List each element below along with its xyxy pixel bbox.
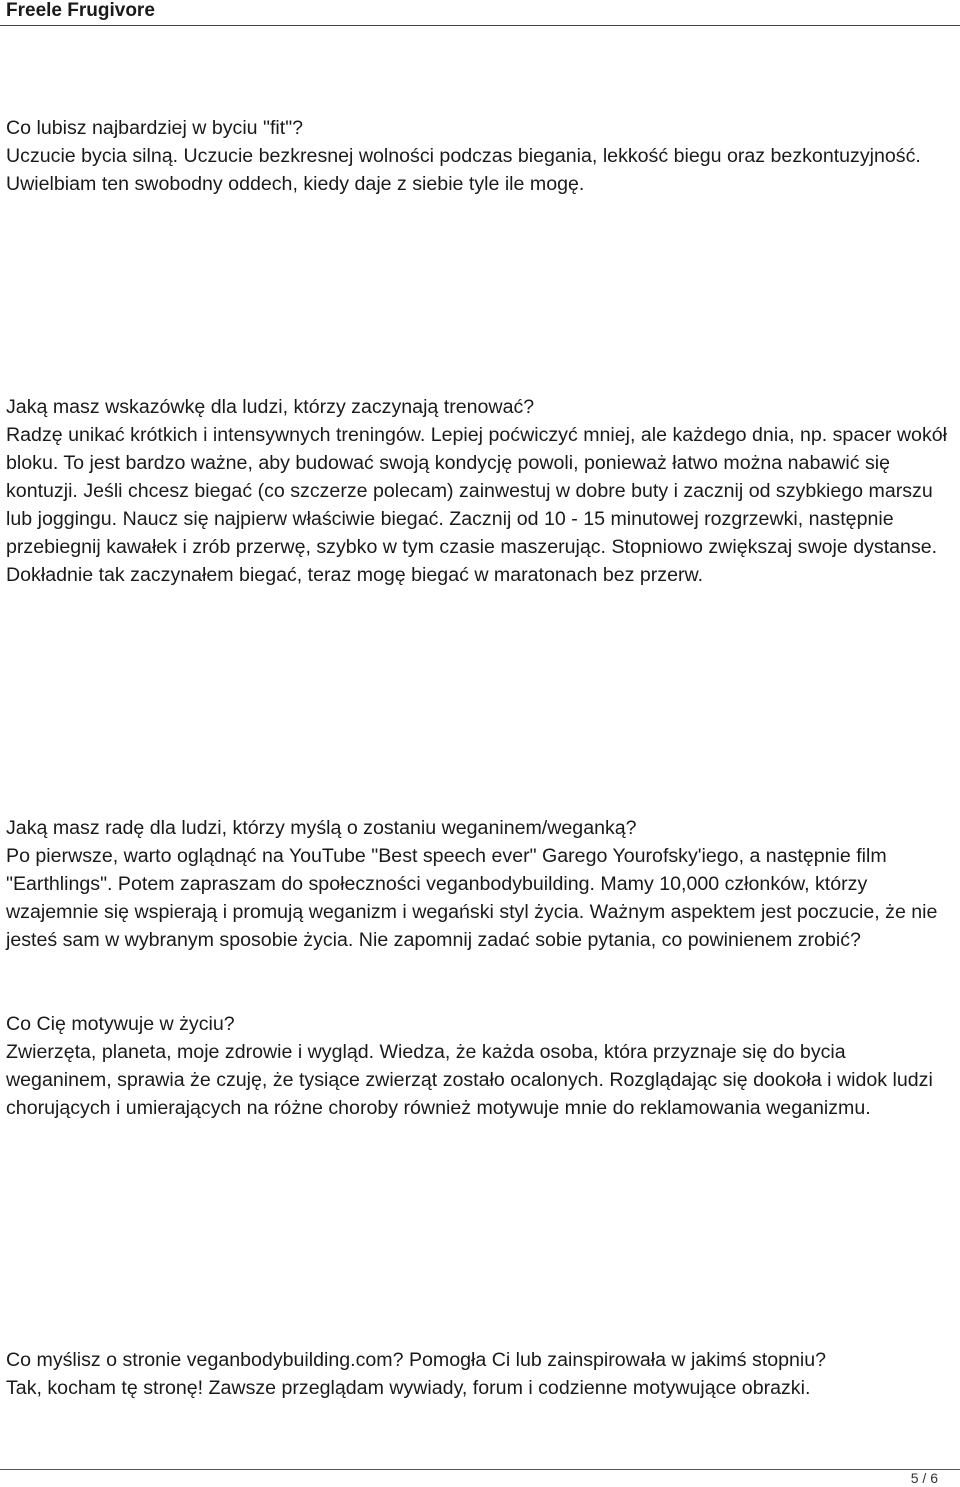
qa-section (6, 1010, 956, 1122)
qa-section (6, 114, 956, 198)
question-text: Co lubisz najbardziej w byciu "fit"? (6, 117, 304, 139)
answer-text: Tak, kocham tę stronę! Zawsze przeglądam wywiady, forum i codzienne motywujące obrazki. (6, 1377, 811, 1399)
answer-text: Radzę unikać krótkich i intensywnych treningów. Lepiej poćwiczyć mniej, ale każdego dnia, np. spacer wokół bloku. To jest bardzo ważne, aby budować swoją kondycję powoli, ponieważ łatwo można nabawić się kontuzji. Jeśli chcesz biegać (co szczerze polecam) zainwestuj w dobre buty i zacznij od szybkiego marszu lub joggingu. Naucz się najpierw właściwie biegać. Zacznij od 10 - 15 minutowej rozgrzewki, następnie przebiegnij kawałek i zrób przerwę, szybko w tym czasie maszerując. Stopniowo zwiększaj swoje dystanse. Dokładnie tak zaczynałem biegać, teraz mogę biegać w maratonach bez przerw. (6, 424, 947, 586)
qa-section (6, 814, 956, 954)
question-text: Jaką masz wskazówkę dla ludzi, którzy zaczynają trenować? (6, 396, 535, 418)
question-text: Co Cię motywuje w życiu? (6, 1013, 235, 1035)
header-divider (0, 25, 960, 26)
answer-text: Uczucie bycia silną. Uczucie bezkresnej wolności podczas biegania, lekkość biegu oraz bezkontuzyjność. Uwielbiam ten swobodny oddech, kiedy daje z siebie tyle ile mogę. (6, 145, 921, 195)
answer-text: Po pierwsze, warto oglądnąć na YouTube "Best speech ever" Garego Yourofsky'iego, a następnie film "Earthlings". Potem zapraszam do społeczności veganbodybuilding. Mamy 10,000 członków, którzy wzajemnie się wspierają i promują weganizm i wegański styl życia. Ważnym aspektem jest poczucie, że nie jesteś sam w wybranym sposobie życia. Nie zapomnij zadać sobie pytania, co powinienem zrobić? (6, 845, 938, 951)
document-header-title: Freele Frugivore (6, 0, 155, 21)
question-text: Co myślisz o stronie veganbodybuilding.com? Pomogła Ci lub zainspirowała w jakimś stopniu? (6, 1349, 827, 1371)
question-text: Jaką masz radę dla ludzi, którzy myślą o zostaniu weganinem/weganką? (6, 817, 637, 839)
answer-text: Zwierzęta, planeta, moje zdrowie i wygląd. Wiedza, że każda osoba, która przyznaje się do bycia weganinem, sprawia że czuję, że tysiące zwierząt zostało ocalonych. Rozglądając się dookoła i widok ludzi chorujących i umierających na różne choroby również motywuje mnie do reklamowania weganizmu. (6, 1041, 933, 1119)
qa-section (6, 393, 956, 589)
footer-divider (0, 1469, 960, 1470)
qa-section (6, 1346, 956, 1402)
page-number: 5 / 6 (910, 1470, 938, 1486)
